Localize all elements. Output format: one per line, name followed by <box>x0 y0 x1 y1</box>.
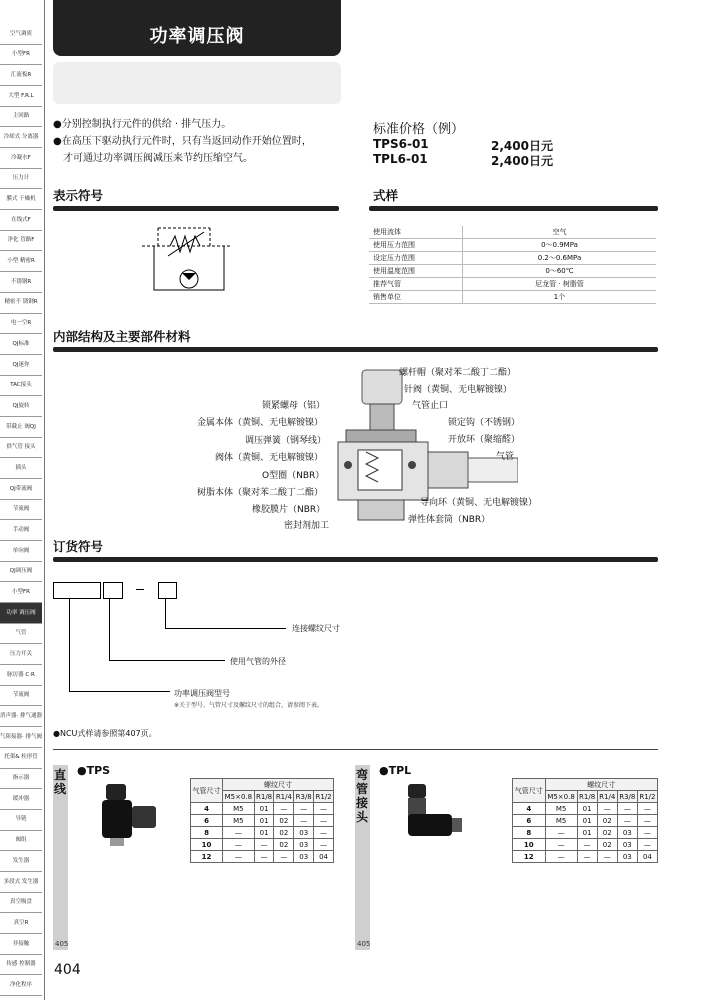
spec-value: 空气 <box>463 226 657 239</box>
part-label: 锁定钩（不锈钢） <box>448 418 521 428</box>
part-label: 阀体（黄铜、无电解镀镍） <box>215 453 324 463</box>
table-cell: 03 <box>617 827 637 839</box>
sidebar-item[interactable]: 带截止 阀QJ <box>0 417 42 438</box>
ref-page: 405 <box>357 940 371 948</box>
sidebar-item[interactable]: 单向阀 <box>0 541 42 562</box>
table-cell: — <box>314 827 334 839</box>
sidebar-item[interactable]: 汇流板R <box>0 65 42 86</box>
part-label: 橡胶膜片（NBR） <box>252 505 326 515</box>
symbol-heading: 表示符号 <box>53 188 104 203</box>
sidebar-item[interactable]: 插头 <box>0 458 42 479</box>
table-cell: M5×0.8 <box>223 791 255 803</box>
table-cell: R1/2 <box>639 792 656 801</box>
price-value: 2,400日元 <box>491 139 553 153</box>
sidebar-item[interactable]: QJ标准 <box>0 334 42 355</box>
spec-key: 设定压力范围 <box>369 252 463 265</box>
table-cell: 03 <box>294 839 314 851</box>
leader-line <box>69 598 170 692</box>
spec-row <box>369 291 656 304</box>
sidebar-item[interactable]: 真空R <box>0 913 42 934</box>
sidebar-item[interactable]: QJ旋转 <box>0 396 42 417</box>
sidebar-item[interactable]: QJ调压阀 <box>0 562 42 583</box>
header-panel <box>53 62 341 104</box>
table-cell: 气管尺寸 <box>513 779 546 803</box>
table-cell: — <box>577 851 597 863</box>
spec-row <box>369 252 656 265</box>
table-header-row <box>513 779 658 791</box>
model-heading: ●TPS <box>77 764 111 777</box>
table-cell: — <box>545 827 577 839</box>
sidebar-item[interactable]: 非接触 <box>0 934 42 955</box>
table-cell: 03 <box>294 827 314 839</box>
sidebar-item[interactable]: 电一空R <box>0 314 42 335</box>
table-cell: 6 <box>191 815 223 827</box>
table-cell: — <box>223 827 255 839</box>
spec-row <box>369 226 656 239</box>
sidebar-item[interactable]: 气管 <box>0 624 42 645</box>
sidebar-item[interactable]: 托架& 柱形管 <box>0 748 42 769</box>
model-heading: ●TPL <box>379 764 412 777</box>
table-cell: 02 <box>597 815 617 827</box>
sidebar-item[interactable]: 压力开关 <box>0 644 42 665</box>
sidebar-item[interactable]: 不锈钢R <box>0 272 42 293</box>
side-index <box>0 0 45 1000</box>
table-cell: R1/8 <box>256 792 273 801</box>
price-value: 2,400日元 <box>491 154 553 168</box>
sidebar-item[interactable]: 主回路 <box>0 107 42 128</box>
table-cell: — <box>577 839 597 851</box>
table-cell: R1/2 <box>315 792 332 801</box>
table-cell: — <box>314 815 334 827</box>
price-heading: 标准价格（例） <box>373 122 465 137</box>
table-cell: — <box>637 803 657 815</box>
part-label: 螺杆帽（聚对苯二酸丁二酯） <box>399 368 517 378</box>
sidebar-item[interactable]: 大型 F.R.L <box>0 86 42 107</box>
table-cell: 10 <box>513 839 546 851</box>
table-cell: — <box>274 803 294 815</box>
part-label: 树脂本体（聚对苯二酸丁二酯） <box>197 488 324 498</box>
table-cell: — <box>617 803 637 815</box>
description <box>53 116 343 167</box>
order-box-thread <box>158 582 177 599</box>
spec-key: 使用压力范围 <box>369 239 463 252</box>
sidebar-item[interactable]: 净化 管路F <box>0 231 42 252</box>
spec-table <box>369 226 656 304</box>
table-cell: 03 <box>617 839 637 851</box>
size-table-tpl <box>512 778 658 863</box>
order-dash <box>136 589 144 590</box>
category-label: 直线 <box>53 768 66 796</box>
desc-line: 才可通过功率调压阀减压来节约压缩空气。 <box>53 153 253 164</box>
part-label: 调压弹簧（钢琴线） <box>245 436 327 446</box>
table-cell: M5 <box>545 803 577 815</box>
sidebar-item[interactable]: 冷凝水F <box>0 148 42 169</box>
order-label: 使用气管的外径 <box>230 657 286 666</box>
sidebar-item[interactable]: 脉厉器 C·R <box>0 665 42 686</box>
sidebar-item[interactable]: 小型 精密R <box>0 251 42 272</box>
spec-value: 0～0.9MPa <box>463 239 657 252</box>
table-header-row <box>191 779 334 791</box>
table-cell: 04 <box>637 851 657 863</box>
table-cell: M5 <box>223 815 255 827</box>
spec-row <box>369 239 656 252</box>
sidebar-item[interactable]: 传感 控制器 <box>0 955 42 976</box>
sidebar-item[interactable]: 节流阀 <box>0 686 42 707</box>
table-row <box>513 839 658 851</box>
order-note: ※关于型号、气管尺寸及螺纹尺寸的组合，请参阅下表。 <box>174 702 324 709</box>
table-cell: M5 <box>223 803 255 815</box>
part-label: 气管 <box>496 452 515 462</box>
table-cell: 8 <box>191 827 223 839</box>
category-label: 弯管接头 <box>355 768 368 824</box>
desc-line: ●分别控制执行元件的供给 · 排气压力。 <box>53 119 232 130</box>
sidebar-item[interactable]: 阀组 <box>0 831 42 852</box>
table-cell: 8 <box>513 827 546 839</box>
order-heading: 订货符号 <box>53 539 104 554</box>
sidebar-item[interactable]: 精密不 锈钢R <box>0 293 42 314</box>
spec-row <box>369 278 656 291</box>
table-cell: 01 <box>254 827 274 839</box>
table-cell: — <box>254 839 274 851</box>
table-cell: 螺纹尺寸 <box>223 779 334 791</box>
table-cell: 01 <box>254 815 274 827</box>
table-row <box>191 851 334 863</box>
table-cell: 螺纹尺寸 <box>545 779 657 791</box>
sidebar-item[interactable]: 压力计 <box>0 169 42 190</box>
table-cell: — <box>545 851 577 863</box>
table-row <box>191 839 334 851</box>
desc-line: ●在高压下驱动执行元件时，只有当返回动作开始位置时， <box>53 136 312 147</box>
part-label: 金属本体（黄铜、无电解镀镍） <box>197 418 324 428</box>
price-model: TPL6-01 <box>373 152 428 166</box>
sidebar-item[interactable]: 膜式 干燥机 <box>0 189 42 210</box>
table-cell: 01 <box>577 803 597 815</box>
table-cell: — <box>254 851 274 863</box>
sidebar-item[interactable]: 消声器· 排气通器 <box>0 706 42 727</box>
table-row <box>191 827 334 839</box>
table-cell: — <box>597 851 617 863</box>
spec-value: 1个 <box>463 291 657 304</box>
table-cell: 01 <box>254 803 274 815</box>
part-label: O型圈（NBR） <box>262 471 325 481</box>
spec-key: 销售单位 <box>369 291 463 304</box>
sidebar-item[interactable]: 发生器 <box>0 851 42 872</box>
table-cell: M5 <box>545 815 577 827</box>
part-label: 导向环（黄铜、无电解镀镍） <box>420 498 538 508</box>
order-box-tube <box>103 582 123 599</box>
table-cell: R3/8 <box>295 792 312 801</box>
table-cell: 4 <box>191 803 223 815</box>
sidebar-item[interactable]: 空气调质 <box>0 24 42 45</box>
table-cell: 04 <box>314 851 334 863</box>
table-row <box>513 827 658 839</box>
table-cell: 4 <box>513 803 546 815</box>
table-cell: 02 <box>597 839 617 851</box>
sidebar-item[interactable]: 小型FR <box>0 45 42 66</box>
part-label: 针阀（黄铜、无电解镀镍） <box>404 385 513 395</box>
table-cell: — <box>314 803 334 815</box>
spec-key: 推荐气管 <box>369 278 463 291</box>
divider <box>53 749 658 750</box>
table-cell: R3/8 <box>619 792 636 801</box>
part-label: 气管止口 <box>412 401 449 411</box>
table-cell: — <box>223 839 255 851</box>
price-model: TPS6-01 <box>373 137 429 151</box>
section-rule <box>53 347 658 352</box>
sidebar-item[interactable]: 冷却式 分离器 <box>0 127 42 148</box>
spec-value: 0.2～0.6MPa <box>463 252 657 265</box>
table-cell: 12 <box>513 851 546 863</box>
size-table-tps <box>190 778 334 863</box>
table-cell: 10 <box>191 839 223 851</box>
table-cell: 气管尺寸 <box>191 779 223 803</box>
sidebar-item[interactable]: 缓冲器 <box>0 789 42 810</box>
sidebar-item[interactable]: 导链 <box>0 810 42 831</box>
table-cell: 03 <box>617 851 637 863</box>
sidebar-item[interactable]: 净化程序 <box>0 975 42 996</box>
table-cell: — <box>637 815 657 827</box>
table-cell: — <box>617 815 637 827</box>
sidebar-item[interactable]: 供气管 接头 <box>0 438 42 459</box>
table-row <box>513 851 658 863</box>
structure-heading: 内部结构及主要部件材料 <box>53 329 191 344</box>
ref-page: 405 <box>55 940 69 948</box>
section-rule <box>369 206 658 211</box>
table-cell: — <box>314 839 334 851</box>
table-row <box>513 803 658 815</box>
table-cell: M5×0.8 <box>545 791 577 803</box>
sidebar-item[interactable]: 小型FR <box>0 582 42 603</box>
ncu-note: ●NCU式样请参照第407页。 <box>53 729 157 738</box>
table-cell: — <box>294 815 314 827</box>
part-label: 锁紧螺母（铝） <box>262 401 326 411</box>
table-cell: — <box>223 851 255 863</box>
table-cell: 03 <box>294 851 314 863</box>
sidebar-item[interactable]: 功率 调压阀 <box>0 603 42 624</box>
price-row <box>373 137 553 153</box>
table-cell: 02 <box>274 839 294 851</box>
table-row <box>513 815 658 827</box>
section-rule <box>53 206 339 211</box>
part-label: 弹性体套筒（NBR） <box>408 515 491 525</box>
part-label: 密封剂加工 <box>284 521 330 531</box>
table-cell: 6 <box>513 815 546 827</box>
sidebar-item[interactable]: TAC接头 <box>0 376 42 397</box>
spec-key: 使用流体 <box>369 226 463 239</box>
table-cell: — <box>637 827 657 839</box>
sidebar-item[interactable]: 在线式F <box>0 210 42 231</box>
sidebar-item[interactable]: 气阻接器· 排气阀 <box>0 727 42 748</box>
table-cell: 01 <box>577 827 597 839</box>
part-label: 开放环（聚缩醛） <box>448 435 521 445</box>
section-rule <box>53 557 658 562</box>
price-row <box>373 152 553 168</box>
sidebar-item[interactable]: 真空吸盘 <box>0 893 42 914</box>
table-cell: R1/4 <box>599 792 616 801</box>
table-cell: R1/4 <box>275 792 292 801</box>
sidebar-item[interactable]: 节流阀 <box>0 500 42 521</box>
tps-product-image <box>92 780 162 850</box>
table-cell: — <box>294 803 314 815</box>
pneumatic-symbol <box>140 222 240 302</box>
table-cell: 02 <box>274 815 294 827</box>
table-cell: — <box>597 803 617 815</box>
sidebar-item[interactable]: 多段式 发生器 <box>0 872 42 893</box>
table-cell: 12 <box>191 851 223 863</box>
table-cell: R1/8 <box>579 792 596 801</box>
table-cell: — <box>274 851 294 863</box>
table-cell: 02 <box>597 827 617 839</box>
spec-value: 尼龙管 · 树脂管 <box>463 278 657 291</box>
page-title: 功率调压阀 <box>149 26 245 47</box>
table-cell: — <box>545 839 577 851</box>
order-box-model <box>53 582 101 599</box>
table-row <box>191 815 334 827</box>
table-cell: 02 <box>274 827 294 839</box>
sidebar-item[interactable]: QJ带流阀 <box>0 479 42 500</box>
table-row <box>191 803 334 815</box>
spec-heading: 式样 <box>373 188 399 203</box>
tpl-product-image <box>400 780 470 850</box>
table-cell: 01 <box>577 815 597 827</box>
sidebar-item[interactable]: 手动阀 <box>0 520 42 541</box>
sidebar-item[interactable]: 指示器 <box>0 769 42 790</box>
spec-row <box>369 265 656 278</box>
table-cell: — <box>637 839 657 851</box>
spec-value: 0～60℃ <box>463 265 657 278</box>
sidebar-item[interactable]: QJ迷你 <box>0 355 42 376</box>
order-label: 连接螺纹尺寸 <box>292 624 340 633</box>
order-label: 功率调压阀型号 <box>174 689 230 698</box>
page-number: 404 <box>54 962 81 978</box>
spec-key: 使用温度范围 <box>369 265 463 278</box>
